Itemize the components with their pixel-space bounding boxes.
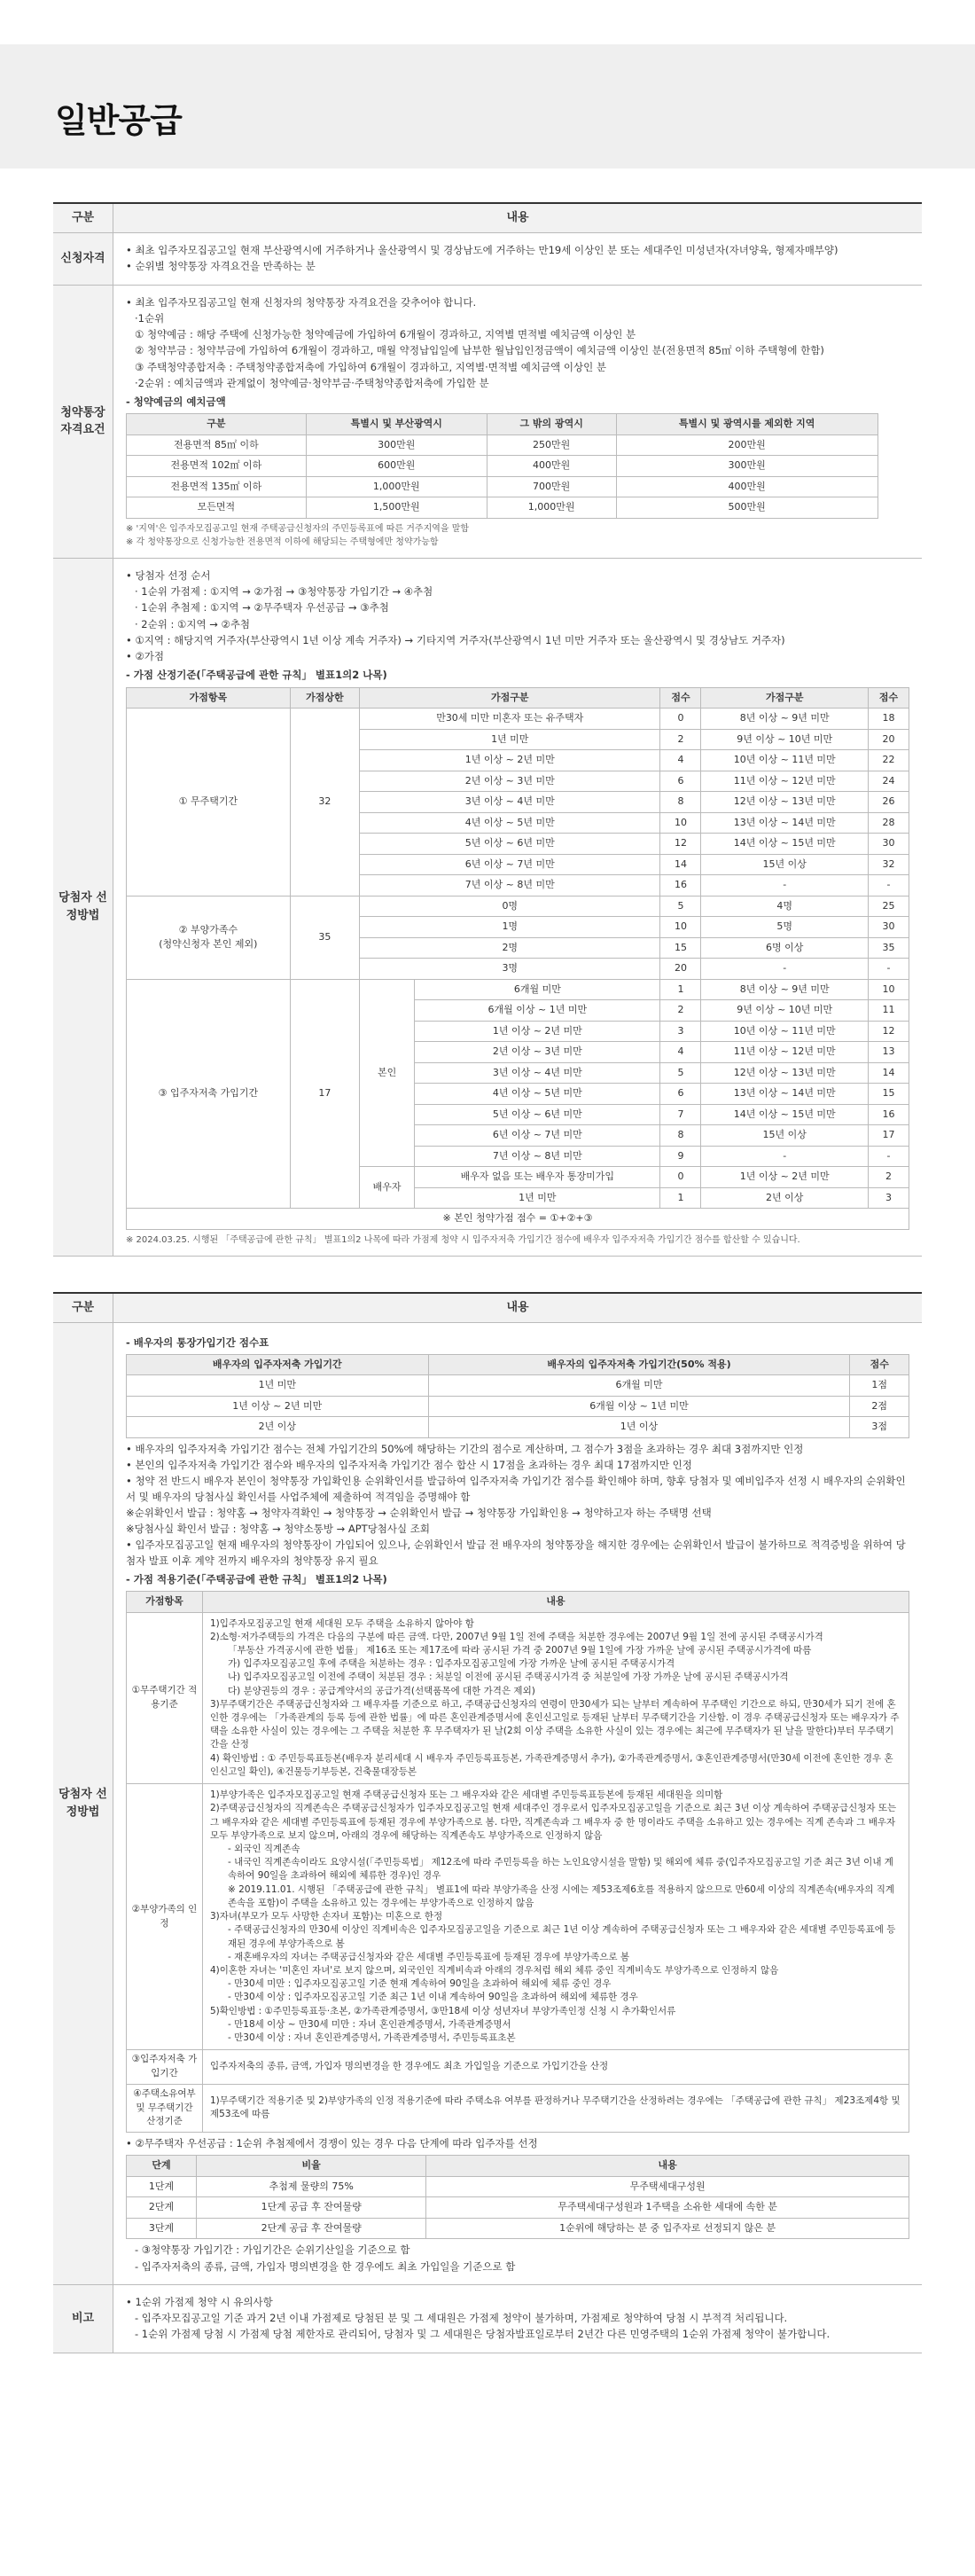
criteria-line: 나) 입주자모집공고일 이전에 주택이 처분된 경우 : 처분일 이전에 공시된 주택공시가격 중 처분일에 가장 가까운 날에 공시된 주택공시가격	[228, 1672, 789, 1683]
criteria-line: - 주택공급신청자의 만30세 이상인 직계비속은 입주자모집공고일을 기준으로 최근 1년 이상 계속하여 주택공급신청자 또는 그 배우자와 같은 세대별 주민등록표에 등재된 경우에 부양가족으로 봄	[228, 1924, 896, 1949]
column-header: 내용	[426, 2156, 909, 2177]
table-cell: ①무주택기간 적용기준	[127, 1612, 203, 1784]
table-cell: 14년 이상 ~ 15년 미만	[701, 834, 868, 855]
priority-table	[126, 2155, 909, 2239]
table-cell: 무주택세대구성원	[426, 2176, 909, 2197]
criteria-line: 2)소형·저가주택등의 가격은 다음의 구분에 따른 금액. 다만, 2007년 9월 1일 전에 주택을 처분한 경우에는 2007년 9월 1일 전에 공시된 주택공시가격	[210, 1631, 823, 1642]
column-header: 가점상한	[290, 687, 359, 709]
text-line: • 1순위 가점제 청약 시 유의사항	[126, 2295, 273, 2308]
text-line: ·2순위 : 예치금액과 관계없이 청약예금·청약부금·주택청약종합저축에 가입한 분	[135, 376, 489, 389]
column-header: 점수	[850, 1354, 909, 1375]
text-line: • 입주자모집공고일 현재 배우자의 청약통장이 가입되어 있으나, 순위확인서 발급 전 배우자의 청약통장을 해지한 경우에는 순위확인서 발급이 불가하므로 적격증빙을 위하여 당첨자 발표 이후 계약 전까지 배우자의 청약통장 유지 필요	[126, 1539, 906, 1567]
col-label: 구분	[53, 1294, 113, 1322]
table-cell: 5년 이상 ~ 6년 미만	[415, 1104, 660, 1125]
row-label: 신청자격	[53, 233, 113, 285]
table-cell: 추첨제 물량의 75%	[197, 2176, 426, 2197]
table-cell	[203, 1784, 909, 2050]
table-row	[127, 497, 878, 519]
criteria-line: 1)입주자모집공고일 현재 세대원 모두 주택을 소유하지 않아야 함	[210, 1617, 474, 1629]
table-cell: -	[868, 959, 909, 980]
table-cell: 15년 이상	[701, 1125, 868, 1147]
table-cell: 6개월 미만	[415, 979, 660, 1000]
table-cell: 1	[660, 979, 701, 1000]
table-cell: 1,000만원	[306, 476, 487, 497]
table-cell: ※ 본인 청약가점 점수 = ①+②+③	[127, 1209, 909, 1230]
page-title: 일반공급	[55, 101, 182, 140]
column-header: 점수	[868, 687, 909, 709]
table-cell: 4	[660, 1042, 701, 1063]
table-cell: 1년 미만	[127, 1375, 429, 1397]
table-cell: ② 부양가족수 (청약신청자 본인 제외)	[127, 896, 291, 979]
row-selection-method-2	[53, 1323, 922, 2285]
table-header	[53, 204, 922, 233]
table-cell: -	[868, 875, 909, 897]
text-line: - 입주자모집공고일 기준 과거 2년 이내 가점제로 당첨된 분 및 그 세대원은 가점제 청약이 불가하며, 가점제로 청약하여 당첨 시 부적격 처리됩니다.	[135, 2312, 788, 2325]
table-cell: 본인	[360, 979, 415, 1167]
criteria-line: 1)무주택기간 적용기준 및 2)부양가족의 인정 적용기준에 따라 주택소유 여부를 판정하거나 무주택기간을 산정하려는 경우에는 「주택공급에 관한 규칙」 제23조제4항 및 제53조에 따름	[210, 2095, 901, 2120]
criteria-line: 2)주택공급신청자의 직계존속은 주택공급신청자가 입주자모집공고일 현재 세대주인 경우로서 입주자모집공고일을 기준으로 최근 3년 이상 계속하여 주택공급신청자 또는 그 배우자와 같은 세대별 주민등록표에 등재된 경우에 부양가족으로 봄. 다만, 직계존속과 그 배우자 중 한 명이라도 주택을 소유하고 있는 경우에는 직계 존속과 그 배우자 모두 부양가족으로 보지 않으며, 아래의 경우에 해당하는 직계존속도 부양가족으로 인정하지 않음	[210, 1803, 897, 1841]
table-cell: 14	[660, 854, 701, 875]
section-general-supply	[53, 202, 922, 1257]
table-cell: 4년 이상 ~ 5년 미만	[360, 812, 660, 834]
table-title: - 가점 적용기준(「주택공급에 관한 규칙」 별표1의2 나목)	[126, 1572, 387, 1586]
table-cell: 28	[868, 812, 909, 834]
text-line: ② 청약부금 : 청약부금에 가입하여 6개월이 경과하고, 매월 약정납입일에 납부한 월납입인정금액이 예치금액 이상인 분(전용면적 85㎡ 이하 주택형에 한함)	[135, 344, 824, 357]
table-cell: 600만원	[306, 456, 487, 477]
table-cell: 3년 이상 ~ 4년 미만	[415, 1062, 660, 1084]
table-cell: ②부양가족의 인정	[127, 1784, 203, 2050]
table-cell: ④주택소유여부 및 무주택기간 산정기준	[127, 2084, 203, 2132]
criteria-line: - 외국인 직계존속	[228, 1844, 300, 1854]
table-cell: 300만원	[616, 456, 878, 477]
criteria-line: - 만30세 이상 : 자녀 혼인관계증명서, 가족관계증명서, 주민등록표초본	[228, 2032, 516, 2044]
note: ※ 각 청약통장으로 신청가능한 전용면적 이하에 해당되는 주택형에만 청약가능함	[126, 536, 439, 547]
text-line: ③ 주택청약종합저축 : 주택청약종합저축에 가입하여 6개월이 경과하고, 지역별·면적별 예치금액 이상인 분	[135, 360, 606, 373]
col-label: 구분	[53, 204, 113, 232]
table-cell: 6	[660, 771, 701, 792]
table-cell: 3단계	[127, 2218, 197, 2239]
table-cell: 9년 이상 ~ 10년 미만	[701, 1000, 868, 1022]
table-cell: 2명	[360, 937, 660, 959]
text-line: - 1순위 가점제 당첨 시 가점제 당첨 제한자로 관리되어, 당첨자 및 그 세대원은 당첨자발표일로부터 2년간 다른 민영주택의 1순위 가점제 청약이 불가합니다.	[135, 2328, 831, 2341]
criteria-line: 4)이혼한 자녀는 '미혼인 자녀'로 보지 않으며, 외국인인 직계비속과 아래의 경우처럼 해외 체류 중인 직계비속도 부양가족으로 인정하지 않음	[210, 1964, 779, 1976]
column-header: 가점항목	[127, 1592, 203, 1613]
text-line: • 당첨자 선정 순서	[126, 568, 211, 582]
table-cell: 무주택세대구성원과 1주택을 소유한 세대에 속한 분	[426, 2197, 909, 2219]
table-cell: 4명	[701, 896, 868, 917]
row-content	[113, 1323, 922, 2284]
row-content	[113, 286, 922, 558]
column-header: 비율	[197, 2156, 426, 2177]
table-header-row	[127, 1592, 909, 1613]
content-label: 내용	[113, 204, 922, 232]
table-cell: 2단계 공급 후 잔여물량	[197, 2218, 426, 2239]
text-line: • 최초 입주자모집공고일 현재 신청자의 청약통장 자격요건을 갖추어야 합니다.	[126, 295, 477, 309]
criteria-line: - 재혼배우자의 자녀는 주택공급신청자와 같은 세대별 주민등록표에 등재된 경우에 부양가족으로 봄	[228, 1951, 630, 1962]
table-row	[127, 1784, 909, 2050]
table-cell: 6년 이상 ~ 7년 미만	[415, 1125, 660, 1147]
text-line: ※당첨사실 확인서 발급 : 청약홈 → 청약소통방 → APT당첨사실 조회	[126, 1523, 431, 1535]
criteria-table	[126, 1591, 909, 2133]
table-cell	[203, 1612, 909, 1784]
column-header: 가점항목	[127, 687, 291, 709]
table-cell: 1년 이상 ~ 2년 미만	[127, 1396, 429, 1417]
table-row	[127, 476, 878, 497]
table-cell: 14년 이상 ~ 15년 미만	[701, 1104, 868, 1125]
column-header: 특별시 및 광역시를 제외한 지역	[616, 414, 878, 435]
table-cell: -	[701, 959, 868, 980]
table-cell: 6년 이상 ~ 7년 미만	[360, 854, 660, 875]
table-cell: 2	[660, 1000, 701, 1022]
table-cell: 4	[660, 750, 701, 771]
table-cell: 7년 이상 ~ 8년 미만	[415, 1146, 660, 1167]
table-cell: 5	[660, 1062, 701, 1084]
table-cell: 1점	[850, 1375, 909, 1397]
table-cell	[203, 2050, 909, 2085]
column-header: 단계	[127, 2156, 197, 2177]
table-cell: 17	[868, 1125, 909, 1147]
table-cell: 6개월 이상 ~ 1년 미만	[415, 1000, 660, 1022]
table-cell: 14	[868, 1062, 909, 1084]
top-bar	[0, 0, 975, 44]
table-title: - 배우자의 통장가입기간 점수표	[126, 1335, 269, 1349]
table-cell: 1단계 공급 후 잔여물량	[197, 2197, 426, 2219]
table-cell: 전용면적 135㎡ 이하	[127, 476, 307, 497]
row-eligibility	[53, 233, 922, 286]
text-line: · 1순위 가점제 : ①지역 → ②가점 → ③청약통장 가입기간 → ④추첨	[135, 585, 433, 598]
table-row	[127, 2218, 909, 2239]
table-cell: 15	[868, 1084, 909, 1105]
section-spouse-score	[53, 1292, 922, 2353]
table-cell: 0	[660, 1167, 701, 1188]
table-cell: 9년 이상 ~ 10년 미만	[701, 729, 868, 750]
table-cell: 2단계	[127, 2197, 197, 2219]
column-header: 내용	[203, 1592, 909, 1613]
page-header	[0, 0, 975, 168]
score-table	[126, 687, 909, 1230]
table-cell: 3명	[360, 959, 660, 980]
table-cell: 모든면적	[127, 497, 307, 519]
table-cell: 16	[660, 875, 701, 897]
table-cell: 5	[660, 896, 701, 917]
table-cell: 2년 이상 ~ 3년 미만	[360, 771, 660, 792]
table-cell: 300만원	[306, 435, 487, 456]
table-cell: 3	[660, 1021, 701, 1042]
table-cell: 20	[660, 959, 701, 980]
table-cell: 10년 이상 ~ 11년 미만	[701, 750, 868, 771]
table-cell: 700만원	[487, 476, 616, 497]
table-cell: 1순위에 해당하는 분 중 입주자로 선정되지 않은 분	[426, 2218, 909, 2239]
table-cell: ③입주자저축 가입기간	[127, 2050, 203, 2085]
criteria-line: 1)부양가족은 입주자모집공고일 현재 주택공급신청자 또는 그 배우자와 같은 세대별 주민등록표등본에 등재된 세대원을 의미함	[210, 1789, 723, 1801]
criteria-line: 「부동산 가격공시에 관한 법률」 제16조 또는 제17조에 따라 공시된 가격 중 2007년 9월 1일에 가장 가까운 날에 공시된 주택공시가격에 따름	[228, 1644, 812, 1656]
criteria-line: 3)자녀(부모가 모두 사망한 손자녀 포함)는 미혼으로 한정	[210, 1911, 443, 1922]
table-cell: 20	[868, 729, 909, 750]
table-cell: 1년 미만	[415, 1187, 660, 1209]
table-cell: 8년 이상 ~ 9년 미만	[701, 709, 868, 730]
column-header: 배우자의 입주자저축 가입기간	[127, 1354, 429, 1375]
text-line: ·1순위	[135, 311, 165, 325]
table-cell: 250만원	[487, 435, 616, 456]
table-cell: 1년 이상 ~ 2년 미만	[415, 1021, 660, 1042]
deposit-table	[126, 413, 878, 519]
table-cell: 0	[660, 709, 701, 730]
table-cell: 13년 이상 ~ 14년 미만	[701, 1084, 868, 1105]
row-label-text: 청약통장 자격요건	[60, 405, 105, 437]
table-row	[127, 1209, 909, 1230]
text-line: • ②가점	[126, 650, 164, 662]
table-cell: 11년 이상 ~ 12년 미만	[701, 771, 868, 792]
text-line: ※순위확인서 발급 : 청약홈 → 청약자격확인 → 청약통장 → 순위확인서 발급 → 청약통장 가입확인용 → 청약하고자 하는 주택명 선택	[126, 1506, 712, 1519]
table-cell: 30	[868, 917, 909, 938]
table-cell: 200만원	[616, 435, 878, 456]
criteria-line: 4) 확인방법 : ① 주민등록표등본(배우자 분리세대 시 배우자 주민등록표등본, 가족관계증명서 추가), ②가족관계증명서, ③혼인관계증명서(만30세 이전에 혼인한 경우 혼인신고일 확인), ④건물등기부등본, 건축물대장등본	[210, 1752, 893, 1777]
table-row	[127, 979, 909, 1000]
table-cell: 3	[868, 1187, 909, 1209]
table-cell: 30	[868, 834, 909, 855]
table-cell: 32	[868, 854, 909, 875]
table-cell: 5명	[701, 917, 868, 938]
criteria-line: - 만30세 이상 : 입주자모집공고일 기준 최근 1년 이내 계속하여 90일을 초과하여 해외에 체류한 경우	[228, 1992, 638, 2003]
table-title: - 청약예금의 예치금액	[126, 395, 226, 408]
table-row	[127, 1396, 909, 1417]
table-row	[127, 435, 878, 456]
table-cell: 32	[290, 709, 359, 897]
row-label: 비고	[53, 2285, 113, 2353]
table-cell: 3점	[850, 1417, 909, 1438]
table-cell: 1년 이상 ~ 2년 미만	[701, 1167, 868, 1188]
content-label: 내용	[113, 1294, 922, 1322]
table-cell: 0명	[360, 896, 660, 917]
table-cell: 12	[868, 1021, 909, 1042]
text-line: • 본인의 입주자저축 가입기간 점수와 배우자의 입주자저축 가입기간 점수 합산 시 17점을 초과하는 경우 최대 17점까지만 인정	[126, 1459, 692, 1471]
row-remarks	[53, 2285, 922, 2353]
criteria-line: - 만30세 미만 : 입주자모집공고일 기준 현재 계속하여 90일을 초과하여 해외에 체류 중인 경우	[228, 1978, 612, 1990]
criteria-line: 3)무주택기간은 주택공급신청자와 그 배우자를 기준으로 하고, 주택공급신청자의 연령이 만30세가 되는 날부터 계속하여 무주택인 기간으로 하되, 만30세가 되기 전에 혼인한 경우에는 「가족관계의 등록 등에 관한 법률」에 따른 혼인관계증명서에 혼인신고일로 등재된 날부터 무주택기간을 기산함. 이 경우 주택공급신청자 또는 배우자가 주택을 소유한 사실이 있는 경우에는 그 주택을 처분한 후 무주택자가 된 날(2회 이상 주택을 소유한 사실이 있는 경우에는 최근에 무주택자가 된 날을 말한다)부터 무주택기간을 산정	[210, 1698, 900, 1750]
table-cell: 2년 이상	[127, 1417, 429, 1438]
table-cell	[203, 2084, 909, 2132]
row-content	[113, 2285, 922, 2353]
table-cell: -	[701, 875, 868, 897]
table-cell: 17	[290, 979, 359, 1209]
table-row	[127, 1375, 909, 1397]
criteria-line: ※ 2019.11.01. 시행된 「주택공급에 관한 규칙」 별표1에 따라 부양가족을 산정 시에는 제53조제6호를 적용하지 않으므로 만60세 이상의 직계존속(배우자의 직계존속을 포함)이 주택을 소유하고 있는 경우에는 부양가족으로 인정하지 않음	[228, 1883, 895, 1908]
criteria-line: 5)확인방법 : ①주민등록표등·초본, ②가족관계증명서, ③만18세 이상 성년자녀 부양가족인정 신청 시 추가확인서류	[210, 2005, 676, 2016]
row-selection-method	[53, 559, 922, 1257]
table-cell: -	[701, 1146, 868, 1167]
table-cell: 2	[868, 1167, 909, 1188]
table-cell: 4년 이상 ~ 5년 미만	[415, 1084, 660, 1105]
table-cell: 배우자	[360, 1167, 415, 1209]
criteria-line: 입주자저축의 종류, 금액, 가입자 명의변경을 한 경우에도 최초 가입일을 기준으로 가입기간을 산정	[210, 2061, 609, 2072]
table-cell: 1년 이상	[428, 1417, 850, 1438]
table-cell: 7년 이상 ~ 8년 미만	[360, 875, 660, 897]
table-cell: 전용면적 102㎡ 이하	[127, 456, 307, 477]
text-line: - 입주자저축의 종류, 금액, 가입자 명의변경을 한 경우에도 최초 가입일을 기준으로 함	[135, 2259, 516, 2273]
table-cell: 1년 이상 ~ 2년 미만	[360, 750, 660, 771]
table-cell: 400만원	[487, 456, 616, 477]
column-header: 특별시 및 부산광역시	[306, 414, 487, 435]
table-row	[127, 456, 878, 477]
column-header: 가점구분	[701, 687, 868, 709]
table-cell: 35	[868, 937, 909, 959]
table-cell: -	[868, 1146, 909, 1167]
column-header: 배우자의 입주자저축 가입기간(50% 적용)	[428, 1354, 850, 1375]
table-header-row	[127, 2156, 909, 2177]
table-cell: 24	[868, 771, 909, 792]
table-cell: 1,000만원	[487, 497, 616, 519]
table-cell: 7	[660, 1104, 701, 1125]
column-header: 그 밖의 광역시	[487, 414, 616, 435]
text-line: • 청약 전 반드시 배우자 본인이 청약통장 가입확인용 순위확인서를 발급하여 입주자저축 가입기간 점수를 확인해야 하며, 향후 당첨자 및 예비입주자 선정 시 배우자의 순위확인서 및 배우자의 당첨사실 확인서를 사업주체에 제출하여 적격임을 증명해야 함	[126, 1475, 906, 1503]
table-cell: 15	[660, 937, 701, 959]
row-content	[113, 233, 922, 285]
column-header: 가점구분	[360, 687, 660, 709]
table-title: - 가점 산정기준(「주택공급에 관한 규칙」 별표1의2 나목)	[126, 669, 387, 682]
table-cell: 3년 이상 ~ 4년 미만	[360, 792, 660, 813]
table-header	[53, 1294, 922, 1323]
table-cell: 1단계	[127, 2176, 197, 2197]
text-line: - ③청약통장 가입기간 : 가입기간은 순위기산일을 기준으로 함	[135, 2243, 410, 2257]
table-cell: 1,500만원	[306, 497, 487, 519]
table-cell: 10년 이상 ~ 11년 미만	[701, 1021, 868, 1042]
table-row	[127, 709, 909, 730]
table-title: • ②무주택자 우선공급 : 1순위 추첨제에서 경쟁이 있는 경우 다음 단계에 따라 입주자를 선정	[126, 2137, 538, 2150]
table-cell: 11년 이상 ~ 12년 미만	[701, 1042, 868, 1063]
text-line: · 1순위 추첨제 : ①지역 → ②무주택자 우선공급 → ③추첨	[135, 601, 389, 615]
table-cell: 18	[868, 709, 909, 730]
table-cell: 15년 이상	[701, 854, 868, 875]
row-content	[113, 559, 922, 1256]
table-cell: 13	[868, 1042, 909, 1063]
row-account-requirement	[53, 286, 922, 559]
table-row	[127, 2176, 909, 2197]
spouse-table	[126, 1354, 909, 1438]
table-cell: 6	[660, 1084, 701, 1105]
table-cell: 1년 미만	[360, 729, 660, 750]
row-label: 당첨자 선정방법	[53, 559, 113, 1256]
table-cell: 10	[660, 917, 701, 938]
table-cell: 6명 이상	[701, 937, 868, 959]
text-line: · 2순위 : ①지역 → ②추첨	[135, 617, 251, 630]
criteria-line: - 만18세 이상 ~ 만30세 미만 : 자녀 혼인관계증명서, 가족관계증명서	[228, 2018, 511, 2030]
table-row	[127, 1417, 909, 1438]
table-cell: 1	[660, 1187, 701, 1209]
column-header: 구분	[127, 414, 307, 435]
table-row	[127, 1612, 909, 1784]
criteria-line: - 내국인 직계존속이라도 요양시설(「주민등록법」 제12조에 따라 주민등록을 하는 노인요양시설을 말함) 및 해외에 체류 중(입주자모집공고일 기준 최근 3년 이내 계속하여 90일을 초과하여 해외에 체류한 경우)인 경우	[228, 1857, 893, 1882]
table-row	[127, 2050, 909, 2085]
table-cell: 26	[868, 792, 909, 813]
row-label: 당첨자 선정방법	[53, 1323, 113, 2284]
table-cell: 8	[660, 1125, 701, 1147]
table-cell: 1명	[360, 917, 660, 938]
note: ※ '지역'은 입주자모집공고일 현재 주택공급신청자의 주민등록표에 따른 거주지역을 말함	[126, 523, 470, 534]
text-line: • 배우자의 입주자저축 가입기간 점수는 전체 가입기간의 50%에 해당하는 기간의 점수로 계산하며, 그 점수가 3점을 초과하는 경우 최대 3점까지만 인정	[126, 1442, 804, 1455]
table-cell: ③ 입주자저축 가입기간	[127, 979, 291, 1209]
text-line: • 순위별 청약통장 자격요건을 만족하는 분	[126, 260, 316, 273]
criteria-line: 가) 입주자모집공고일 후에 주택을 처분하는 경우 : 입주자모집공고일에 가장 가까운 날에 공시된 주택공시가격	[228, 1658, 675, 1670]
table-cell: 만30세 미만 미혼자 또는 유주택자	[360, 709, 660, 730]
criteria-line: 다) 분양권등의 경우 : 공급계약서의 공급가격(선택품목에 대한 가격은 제외)	[228, 1685, 535, 1696]
table-cell: 배우자 없음 또는 배우자 통장미가입	[415, 1167, 660, 1188]
table-header-row	[127, 1354, 909, 1375]
table-cell: 400만원	[616, 476, 878, 497]
table-cell: 10	[660, 812, 701, 834]
text-line: • 최초 입주자모집공고일 현재 부산광역시에 거주하거나 울산광역시 및 경상남도에 거주하는 만19세 이상인 분 또는 세대주인 미성년자(자녀양육, 형제자매부양)	[126, 244, 838, 256]
table-cell: 12년 이상 ~ 13년 미만	[701, 792, 868, 813]
table-cell: 500만원	[616, 497, 878, 519]
note: ※ 2024.03.25. 시행된 「주택공급에 관한 규칙」 별표1의2 나목에 따라 가점제 청약 시 입주자저축 가입기간 점수에 배우자 입주자저축 가입기간 점수를 합산할 수 있습니다.	[126, 1234, 800, 1245]
table-cell: 2년 이상 ~ 3년 미만	[415, 1042, 660, 1063]
table-cell: ① 무주택기간	[127, 709, 291, 897]
table-header-row	[127, 414, 878, 435]
table-cell: 35	[290, 896, 359, 979]
table-cell: 전용면적 85㎡ 이하	[127, 435, 307, 456]
table-cell: 2점	[850, 1396, 909, 1417]
column-header: 점수	[660, 687, 701, 709]
table-row	[127, 2084, 909, 2132]
table-cell: 2	[660, 729, 701, 750]
table-cell: 6개월 미만	[428, 1375, 850, 1397]
table-cell: 12	[660, 834, 701, 855]
table-cell: 22	[868, 750, 909, 771]
text-line: • ①지역 : 해당지역 거주자(부산광역시 1년 이상 계속 거주자) → 기타지역 거주자(부산광역시 1년 미만 거주자 또는 울산광역시 및 경상남도 거주자)	[126, 633, 785, 646]
row-label	[53, 286, 113, 558]
table-cell: 16	[868, 1104, 909, 1125]
table-cell: 8	[660, 792, 701, 813]
text-line: ① 청약예금 : 해당 주택에 신청가능한 청약예금에 가입하여 6개월이 경과하고, 지역별 면적별 예치금액 이상인 분	[135, 328, 636, 341]
table-cell: 2년 이상	[701, 1187, 868, 1209]
table-cell: 11	[868, 1000, 909, 1022]
table-cell: 8년 이상 ~ 9년 미만	[701, 979, 868, 1000]
table-row	[127, 896, 909, 917]
table-row	[127, 2197, 909, 2219]
table-header-row	[127, 687, 909, 709]
table-cell: 13년 이상 ~ 14년 미만	[701, 812, 868, 834]
table-cell: 25	[868, 896, 909, 917]
table-cell: 6개월 이상 ~ 1년 미만	[428, 1396, 850, 1417]
table-cell: 10	[868, 979, 909, 1000]
table-cell: 9	[660, 1146, 701, 1167]
table-cell: 12년 이상 ~ 13년 미만	[701, 1062, 868, 1084]
table-cell: 5년 이상 ~ 6년 미만	[360, 834, 660, 855]
